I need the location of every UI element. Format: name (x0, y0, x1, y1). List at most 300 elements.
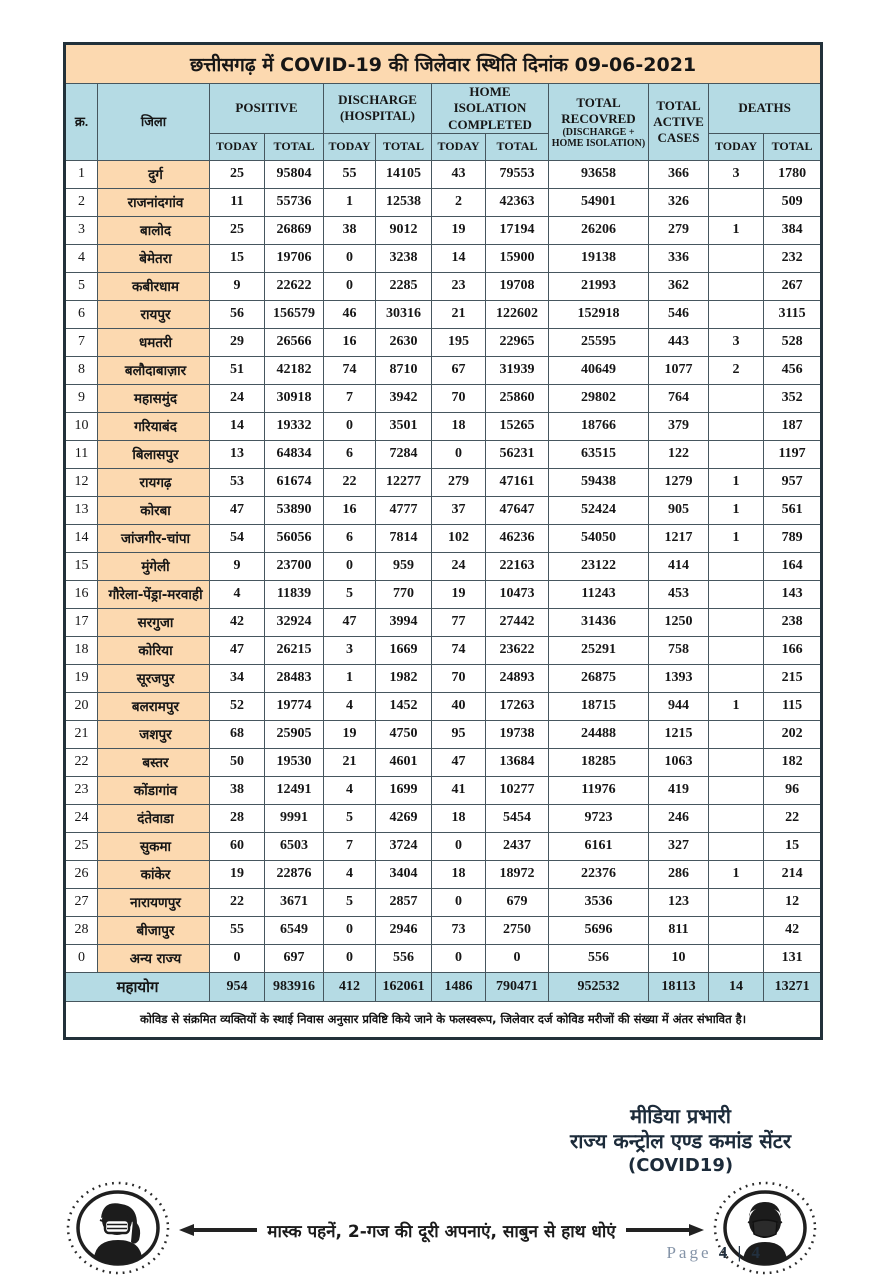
district-cell: रायगढ़ (98, 468, 210, 496)
value-cell: 3994 (376, 608, 432, 636)
positive-today-header: TODAY (210, 133, 265, 160)
value-cell: 697 (265, 944, 324, 972)
value-cell: 379 (649, 412, 709, 440)
value-cell: 1 (709, 496, 764, 524)
value-cell: 0 (432, 832, 486, 860)
banner-middle (173, 1219, 710, 1242)
value-cell: 26215 (265, 636, 324, 664)
value-cell: 24 (432, 552, 486, 580)
value-cell: 42182 (265, 356, 324, 384)
total-value-cell: 952532 (549, 972, 649, 1001)
value-cell: 95804 (265, 160, 324, 188)
value-cell: 528 (764, 328, 822, 356)
table-row (65, 944, 822, 972)
table-row (65, 328, 822, 356)
district-cell: कोंडागांव (98, 776, 210, 804)
title-row (65, 44, 822, 84)
value-cell: 326 (649, 188, 709, 216)
value-cell: 43 (432, 160, 486, 188)
value-cell: 29 (210, 328, 265, 356)
banner-message: मास्क पहनें, 2-गज की दूरी अपनाएं, साबुन से हाथ धोएं (267, 1221, 616, 1242)
value-cell: 3671 (265, 888, 324, 916)
man-with-mask-icon (710, 1180, 820, 1280)
value-cell: 95 (432, 720, 486, 748)
value-cell: 15 (210, 244, 265, 272)
serial-cell: 17 (65, 608, 98, 636)
serial-cell: 10 (65, 412, 98, 440)
value-cell: 19 (324, 720, 376, 748)
value-cell: 1699 (376, 776, 432, 804)
value-cell: 70 (432, 384, 486, 412)
table-row (65, 692, 822, 720)
value-cell: 54901 (549, 188, 649, 216)
value-cell: 131 (764, 944, 822, 972)
value-cell: 2750 (486, 916, 549, 944)
district-cell: कोरिया (98, 636, 210, 664)
total-value-cell: 790471 (486, 972, 549, 1001)
value-cell: 79553 (486, 160, 549, 188)
value-cell: 246 (649, 804, 709, 832)
value-cell: 47 (210, 496, 265, 524)
value-cell: 54 (210, 524, 265, 552)
value-cell: 5 (324, 888, 376, 916)
home-isolation-today-header: TODAY (432, 133, 486, 160)
signature-block (570, 1104, 791, 1177)
table-row (65, 580, 822, 608)
deaths-today-header: TODAY (709, 133, 764, 160)
value-cell: 29802 (549, 384, 649, 412)
value-cell (709, 748, 764, 776)
serial-cell: 26 (65, 860, 98, 888)
value-cell: 42 (764, 916, 822, 944)
value-cell: 19 (210, 860, 265, 888)
value-cell: 143 (764, 580, 822, 608)
value-cell: 96 (764, 776, 822, 804)
value-cell: 23700 (265, 552, 324, 580)
value-cell: 164 (764, 552, 822, 580)
col-header-active-cases: TOTAL ACTIVE CASES (649, 84, 709, 161)
value-cell: 4750 (376, 720, 432, 748)
serial-cell: 7 (65, 328, 98, 356)
value-cell: 267 (764, 272, 822, 300)
value-cell: 31436 (549, 608, 649, 636)
value-cell: 4 (324, 692, 376, 720)
value-cell: 31939 (486, 356, 549, 384)
value-cell: 2437 (486, 832, 549, 860)
footer-banner (63, 1180, 820, 1280)
value-cell: 22 (210, 888, 265, 916)
value-cell (709, 916, 764, 944)
total-value-cell: 412 (324, 972, 376, 1001)
value-cell: 419 (649, 776, 709, 804)
col-header-home-isolation: HOME ISOLATION COMPLETED (432, 84, 549, 134)
value-cell: 2857 (376, 888, 432, 916)
value-cell: 42 (210, 608, 265, 636)
value-cell: 5696 (549, 916, 649, 944)
value-cell: 70 (432, 664, 486, 692)
district-cell: सुकमा (98, 832, 210, 860)
value-cell: 25291 (549, 636, 649, 664)
value-cell (709, 664, 764, 692)
value-cell: 1215 (649, 720, 709, 748)
left-arrow-icon (179, 1223, 257, 1237)
value-cell: 13 (210, 440, 265, 468)
value-cell: 556 (376, 944, 432, 972)
value-cell: 19 (432, 216, 486, 244)
value-cell: 3501 (376, 412, 432, 440)
value-cell (709, 888, 764, 916)
value-cell: 0 (432, 888, 486, 916)
value-cell: 10277 (486, 776, 549, 804)
value-cell (709, 552, 764, 580)
district-cell: बस्तर (98, 748, 210, 776)
value-cell: 26206 (549, 216, 649, 244)
serial-cell: 6 (65, 300, 98, 328)
value-cell: 16 (324, 328, 376, 356)
serial-cell: 28 (65, 916, 98, 944)
value-cell: 238 (764, 608, 822, 636)
table-row (65, 244, 822, 272)
table-row (65, 524, 822, 552)
value-cell: 56056 (265, 524, 324, 552)
value-cell: 443 (649, 328, 709, 356)
value-cell: 5 (324, 804, 376, 832)
woman-with-mask-icon (63, 1180, 173, 1280)
value-cell: 18285 (549, 748, 649, 776)
col-header-deaths: DEATHS (709, 84, 822, 134)
value-cell: 1279 (649, 468, 709, 496)
value-cell: 336 (649, 244, 709, 272)
value-cell: 15 (764, 832, 822, 860)
value-cell: 47 (210, 636, 265, 664)
value-cell: 122602 (486, 300, 549, 328)
value-cell: 18 (432, 804, 486, 832)
value-cell: 11 (210, 188, 265, 216)
value-cell: 61674 (265, 468, 324, 496)
serial-cell: 18 (65, 636, 98, 664)
value-cell: 34 (210, 664, 265, 692)
col-header-sno: क्र. (65, 84, 98, 161)
value-cell: 3404 (376, 860, 432, 888)
value-cell: 546 (649, 300, 709, 328)
district-cell: सरगुजा (98, 608, 210, 636)
discharge-total-header: TOTAL (376, 133, 432, 160)
value-cell: 74 (432, 636, 486, 664)
value-cell: 22163 (486, 552, 549, 580)
value-cell: 52 (210, 692, 265, 720)
value-cell: 30918 (265, 384, 324, 412)
value-cell: 166 (764, 636, 822, 664)
value-cell: 54050 (549, 524, 649, 552)
page-word: Page (666, 1243, 712, 1262)
value-cell: 6 (324, 440, 376, 468)
header-group-row (65, 84, 822, 134)
district-cell: कांकेर (98, 860, 210, 888)
value-cell: 6161 (549, 832, 649, 860)
table-row (65, 412, 822, 440)
value-cell: 47 (432, 748, 486, 776)
value-cell: 0 (486, 944, 549, 972)
table-row (65, 468, 822, 496)
district-cell: गौरेला-पेंड्रा-मरवाही (98, 580, 210, 608)
value-cell: 55 (324, 160, 376, 188)
value-cell: 24488 (549, 720, 649, 748)
table-row (65, 496, 822, 524)
value-cell: 9012 (376, 216, 432, 244)
value-cell: 47 (324, 608, 376, 636)
value-cell: 202 (764, 720, 822, 748)
value-cell: 22 (324, 468, 376, 496)
value-cell: 59438 (549, 468, 649, 496)
value-cell: 362 (649, 272, 709, 300)
value-cell: 25 (210, 160, 265, 188)
value-cell: 56 (210, 300, 265, 328)
value-cell: 60 (210, 832, 265, 860)
value-cell: 21993 (549, 272, 649, 300)
value-cell: 3724 (376, 832, 432, 860)
value-cell: 1 (324, 664, 376, 692)
value-cell (709, 272, 764, 300)
value-cell: 46 (324, 300, 376, 328)
district-cell: सूरजपुर (98, 664, 210, 692)
value-cell: 1250 (649, 608, 709, 636)
covid-status-table (63, 42, 823, 1040)
district-cell: बीजापुर (98, 916, 210, 944)
table-row (65, 636, 822, 664)
value-cell: 5 (324, 580, 376, 608)
value-cell: 25 (210, 216, 265, 244)
district-cell: जांजगीर-चांपा (98, 524, 210, 552)
value-cell: 944 (649, 692, 709, 720)
value-cell: 2285 (376, 272, 432, 300)
value-cell: 23 (432, 272, 486, 300)
value-cell: 18 (432, 860, 486, 888)
value-cell: 4601 (376, 748, 432, 776)
value-cell: 12538 (376, 188, 432, 216)
serial-cell: 27 (65, 888, 98, 916)
total-value-cell: 954 (210, 972, 265, 1001)
serial-cell: 19 (65, 664, 98, 692)
value-cell: 23122 (549, 552, 649, 580)
value-cell: 55 (210, 916, 265, 944)
value-cell: 14 (210, 412, 265, 440)
value-cell: 19138 (549, 244, 649, 272)
value-cell: 51 (210, 356, 265, 384)
value-cell: 77 (432, 608, 486, 636)
value-cell: 22 (764, 804, 822, 832)
signature-covid19: (COVID19) (627, 1155, 734, 1176)
table-row (65, 608, 822, 636)
value-cell: 456 (764, 356, 822, 384)
value-cell: 32924 (265, 608, 324, 636)
value-cell: 0 (324, 244, 376, 272)
value-cell: 286 (649, 860, 709, 888)
value-cell: 679 (486, 888, 549, 916)
value-cell: 19332 (265, 412, 324, 440)
value-cell: 279 (649, 216, 709, 244)
value-cell: 26875 (549, 664, 649, 692)
value-cell: 0 (210, 944, 265, 972)
total-value-cell: 162061 (376, 972, 432, 1001)
district-cell: दंतेवाडा (98, 804, 210, 832)
value-cell: 1217 (649, 524, 709, 552)
serial-cell: 1 (65, 160, 98, 188)
value-cell: 47647 (486, 496, 549, 524)
table-body (65, 160, 822, 972)
table-row (65, 776, 822, 804)
table-row (65, 356, 822, 384)
value-cell: 3536 (549, 888, 649, 916)
value-cell: 789 (764, 524, 822, 552)
value-cell: 279 (432, 468, 486, 496)
value-cell: 1063 (649, 748, 709, 776)
table-row (65, 720, 822, 748)
table-row (65, 440, 822, 468)
value-cell (709, 412, 764, 440)
value-cell: 27442 (486, 608, 549, 636)
value-cell: 2946 (376, 916, 432, 944)
value-cell: 24 (210, 384, 265, 412)
page-num-value: 4 | 4 (718, 1243, 763, 1262)
value-cell: 122 (649, 440, 709, 468)
value-cell: 13684 (486, 748, 549, 776)
table-row (65, 188, 822, 216)
value-cell: 63515 (549, 440, 649, 468)
district-cell: कोरबा (98, 496, 210, 524)
value-cell: 19708 (486, 272, 549, 300)
value-cell: 17194 (486, 216, 549, 244)
value-cell: 6 (324, 524, 376, 552)
value-cell (709, 776, 764, 804)
serial-cell: 11 (65, 440, 98, 468)
serial-cell: 3 (65, 216, 98, 244)
value-cell: 41 (432, 776, 486, 804)
value-cell: 1 (709, 468, 764, 496)
value-cell: 182 (764, 748, 822, 776)
value-cell: 1077 (649, 356, 709, 384)
serial-cell: 2 (65, 188, 98, 216)
value-cell: 1982 (376, 664, 432, 692)
page-number (666, 1243, 763, 1263)
value-cell: 16 (324, 496, 376, 524)
value-cell (709, 832, 764, 860)
table-row (65, 832, 822, 860)
value-cell: 9723 (549, 804, 649, 832)
value-cell: 52424 (549, 496, 649, 524)
value-cell (709, 944, 764, 972)
value-cell: 366 (649, 160, 709, 188)
value-cell: 195 (432, 328, 486, 356)
value-cell: 10 (649, 944, 709, 972)
value-cell: 102 (432, 524, 486, 552)
value-cell: 3942 (376, 384, 432, 412)
value-cell: 0 (324, 552, 376, 580)
value-cell (709, 608, 764, 636)
value-cell: 187 (764, 412, 822, 440)
value-cell: 50 (210, 748, 265, 776)
col-header-total-recovered (549, 84, 649, 161)
serial-cell: 21 (65, 720, 98, 748)
value-cell: 28483 (265, 664, 324, 692)
value-cell: 21 (432, 300, 486, 328)
district-cell: अन्य राज्य (98, 944, 210, 972)
page-title: छत्तीसगढ़ में COVID-19 की जिलेवार स्थिति दिनांक 09-06-2021 (65, 44, 822, 84)
value-cell: 46236 (486, 524, 549, 552)
value-cell: 42363 (486, 188, 549, 216)
value-cell: 905 (649, 496, 709, 524)
value-cell: 758 (649, 636, 709, 664)
value-cell: 18766 (549, 412, 649, 440)
value-cell: 556 (549, 944, 649, 972)
value-cell: 4777 (376, 496, 432, 524)
col-header-positive: POSITIVE (210, 84, 324, 134)
table-row (65, 216, 822, 244)
recovered-label-sub: (DISCHARGE + HOME ISOLATION) (551, 127, 646, 150)
district-cell: बलौदाबाज़ार (98, 356, 210, 384)
value-cell: 21 (324, 748, 376, 776)
value-cell: 55736 (265, 188, 324, 216)
value-cell: 23622 (486, 636, 549, 664)
value-cell: 0 (324, 916, 376, 944)
serial-cell: 0 (65, 944, 98, 972)
value-cell: 11839 (265, 580, 324, 608)
district-cell: कबीरधाम (98, 272, 210, 300)
value-cell: 2630 (376, 328, 432, 356)
value-cell: 959 (376, 552, 432, 580)
value-cell (709, 636, 764, 664)
value-cell: 6503 (265, 832, 324, 860)
district-cell: दुर्ग (98, 160, 210, 188)
value-cell: 770 (376, 580, 432, 608)
total-value-cell: 13271 (764, 972, 822, 1001)
value-cell: 47161 (486, 468, 549, 496)
value-cell: 453 (649, 580, 709, 608)
total-value-cell: 18113 (649, 972, 709, 1001)
value-cell: 1 (709, 860, 764, 888)
value-cell (709, 384, 764, 412)
value-cell: 3 (709, 328, 764, 356)
value-cell: 6549 (265, 916, 324, 944)
value-cell: 22622 (265, 272, 324, 300)
value-cell: 73 (432, 916, 486, 944)
value-cell: 957 (764, 468, 822, 496)
value-cell: 1780 (764, 160, 822, 188)
total-value-cell: 1486 (432, 972, 486, 1001)
serial-cell: 12 (65, 468, 98, 496)
district-cell: बालोद (98, 216, 210, 244)
value-cell: 1 (709, 216, 764, 244)
value-cell: 384 (764, 216, 822, 244)
value-cell: 1669 (376, 636, 432, 664)
value-cell: 19 (432, 580, 486, 608)
value-cell: 9 (210, 272, 265, 300)
value-cell: 19706 (265, 244, 324, 272)
value-cell: 1 (324, 188, 376, 216)
value-cell: 3 (709, 160, 764, 188)
value-cell: 64834 (265, 440, 324, 468)
value-cell: 214 (764, 860, 822, 888)
value-cell: 30316 (376, 300, 432, 328)
value-cell: 11976 (549, 776, 649, 804)
value-cell (709, 244, 764, 272)
table-row (65, 804, 822, 832)
value-cell: 414 (649, 552, 709, 580)
value-cell: 67 (432, 356, 486, 384)
value-cell: 18 (432, 412, 486, 440)
value-cell: 7814 (376, 524, 432, 552)
serial-cell: 13 (65, 496, 98, 524)
value-cell: 24893 (486, 664, 549, 692)
